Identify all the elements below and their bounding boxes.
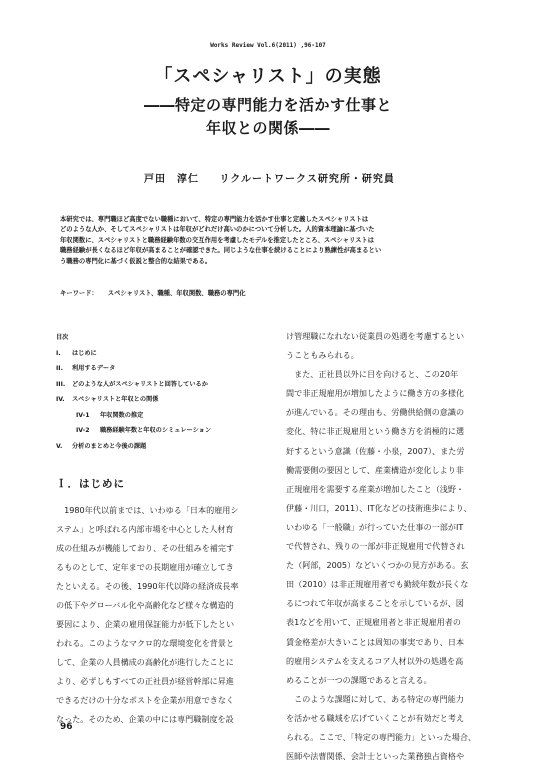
body-line: たといえる。その後、1990年代以降の経済成長率 (56, 581, 239, 591)
body-line: ステム」と呼ばれる内部市場を中心とした人材育 (56, 524, 234, 534)
body-line: 表1などを用いて、正規雇用者と非正規雇用者の (286, 617, 461, 628)
body-line: 間で非正規雇用が増加したように働き方の多様化 (286, 388, 465, 399)
keywords-label: キーワード： (60, 290, 98, 297)
keywords-text: スペシャリスト、職種、年収関数、職務の専門化 (107, 290, 246, 297)
body-line: われる。このようなマクロ的な環境変化を背景と (56, 638, 235, 648)
body-line: 働需要側の要因として、産業構造が変化しより非 (286, 464, 464, 475)
body-line: より、必ずしもすべての正社員が経営幹部に昇進 (56, 676, 234, 686)
body-line: の低下やグローバル化や高齢化など様々な構造的 (56, 600, 234, 610)
body-line: できるだけの十分なポストを企業が用意できなく (56, 695, 235, 705)
section-heading: Ｉ．はじめに (56, 478, 125, 490)
body-line: られる。ここで、「特定の専門能力」といった場合、 (286, 731, 477, 742)
body-line: して、企業の人員構成の高齢化が進行したことに (56, 657, 234, 667)
body-line: を活かせる職域を広げていくことが有効だと考え (286, 712, 465, 723)
toc-title: 目次 (56, 334, 69, 341)
body-line: た（阿部，2005）などいくつかの見方がある。玄 (286, 560, 469, 571)
body-line: このような課題に対して、ある特定の専門能力 (286, 693, 464, 704)
body-line: 成の仕組みが機能しており、その仕組みを補完す (56, 543, 235, 553)
author-affiliation: リクルートワークス研究所・研究員 (219, 174, 395, 185)
abstract-line: 職務経験が長くなるほど年収が高まることが確認できた。同じような仕事を続けることにより熟練性が高まるとい (60, 247, 382, 255)
body-line: 田（2010）は非正規雇用者でも勤続年数が長くな (286, 579, 469, 590)
body-line: うこともみられる。 (286, 350, 359, 361)
toc-item: III. どのような人がスペシャリストと回答しているか (56, 380, 208, 388)
body-line: け管理職になれない従業員の処遇を考慮するとい (286, 331, 465, 341)
body-line: 伊藤・川口，2011）、IT化などの技術進歩により、 (286, 502, 472, 513)
journal-header: Works Review Vol.6(2011) ,96-107 (210, 42, 326, 49)
body-line: めることが一つの課題であると言える。 (286, 674, 432, 685)
body-line: 要因により、企業の雇用保証能力が低下したとい (56, 619, 235, 629)
body-line: 医師や法曹関係、会計士といった業務独占資格や (286, 751, 465, 762)
body-line: が進んでいる。その理由も、労働供給側の意識の (286, 407, 465, 418)
body-line: 1980年代以前までは、いわゆる「日本的雇用シ (56, 505, 239, 515)
toc-item: IV. スペシャリストと年収との関係 (56, 396, 159, 403)
keywords (60, 288, 500, 297)
body-line: るものとして、定年までの長期雇用が確立してき (56, 562, 234, 572)
body-line: 好するという意識（佐藤・小泉，2007）、また労 (286, 445, 465, 456)
body-line: 正規雇用を需要する産業が増加したこと（浅野・ (286, 483, 465, 494)
body-line: 的雇用システムを支えるコア人材以外の処遇を高 (286, 655, 464, 666)
abstract-line: う職務の専門化に基づく仮説と整合的な結果である。 (60, 257, 212, 265)
toc-item: II. 利用するデータ (56, 365, 116, 372)
page-number: 96 (60, 722, 73, 732)
author-line (144, 170, 444, 185)
body-line: いわゆる「一般職」が行っていた仕事の一部がIT (286, 521, 464, 532)
toc-item: I. はじめに (56, 349, 97, 357)
body-line: 変化、特に非正規雇用という働き方を消極的に選 (286, 426, 465, 437)
paper-subtitle-line-1: ――特定の専門能力を活かす仕事と (143, 96, 392, 114)
paper-title: 「スペシャリスト」の実態 (154, 66, 382, 87)
toc-item: V. 分析のまとめと今後の課題 (56, 442, 147, 450)
abstract-line: どのような人か、そしてスペシャリストは年収がどれだけ高いのかについて分析した。人的資本理論に基づいた (60, 226, 375, 234)
toc-subitem: IV-2 職務経験年数と年収のシミュレーション (76, 427, 212, 434)
body-line: で代替され、残りの一部が非正規雇用で代替され (286, 541, 465, 552)
paper-subtitle-line-2: 年収との関係―― (205, 119, 330, 137)
author-name: 戸田 淳仁 (144, 174, 199, 185)
table-of-contents (56, 332, 270, 456)
abstract-line: 本研究では、専門職ほど高度でない職種において、特定の専門能力を活かす仕事と定義したスペシャリストは (60, 216, 369, 223)
body-line: るにつれて年収が高まることを示しているが、図 (286, 598, 464, 609)
abstract-line: 年収関数に、スペシャリストと職務経験年数の交互作用を考慮したモデルを推定したところ、スペシャリストは (60, 236, 375, 244)
body-line: 賃金格差が大きいことは周知の事実であり、日本 (286, 636, 465, 647)
body-line: なった。そのため、企業の中には専門職制度を設 (56, 714, 234, 724)
body-line: また、正社員以外に目を向けると、この20年 (286, 369, 459, 380)
abstract (60, 215, 500, 267)
toc-subitem: IV-1 年収関数の推定 (76, 411, 144, 419)
body-left-column (56, 501, 270, 729)
body-right-column (286, 327, 500, 766)
